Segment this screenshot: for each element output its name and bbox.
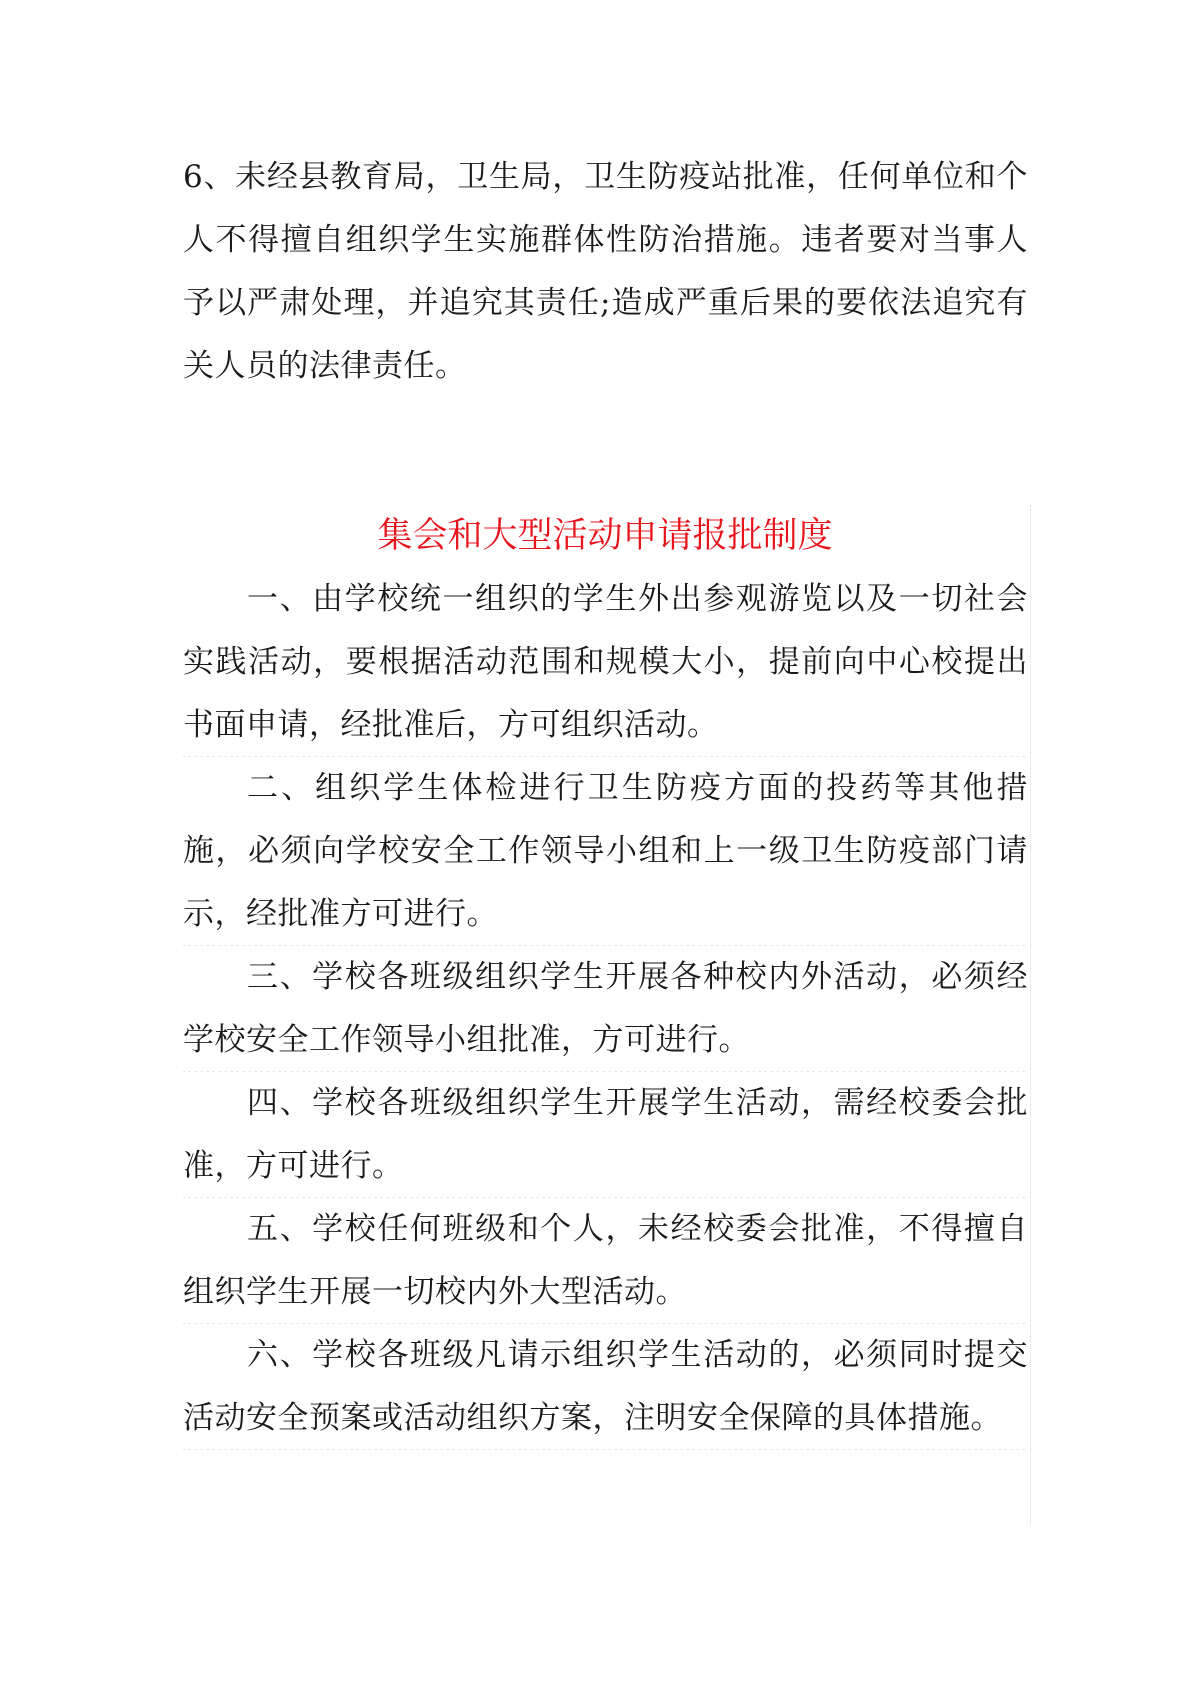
rule-item-3: 三、学校各班级组织学生开展各种校内外活动，必须经学校安全工作领导小组批准，方可进行。 [183, 946, 1028, 1072]
rule-item-1: 一、由学校统一组织的学生外出参观游览以及一切社会实践活动，要根据活动范围和规模大小，提前向中心校提出书面申请，经批准后，方可组织活动。 [183, 568, 1028, 757]
intro-paragraph: 6、未经县教育局，卫生局，卫生防疫站批准，任何单位和个人不得擅自组织学生实施群体性防治措施。违者要对当事人予以严肃处理，并追究其责任;造成严重后果的要依法追究有关人员的法律责任。 [183, 159, 1028, 384]
rule-item-5: 五、学校任何班级和个人，未经校委会批准，不得擅自组织学生开展一切校内外大型活动。 [183, 1198, 1028, 1324]
section-title: 集会和大型活动申请报批制度 [377, 516, 833, 556]
regulation-section [180, 505, 1031, 1525]
rule-item-2: 二、组织学生体检进行卫生防疫方面的投药等其他措施，必须向学校安全工作领导小组和上一级卫生防疫部门请示，经批准方可进行。 [183, 757, 1028, 946]
rules-list [183, 568, 1028, 1450]
rule-item-6: 六、学校各班级凡请示组织学生活动的，必须同时提交活动安全预案或活动组织方案，注明安全保障的具体措施。 [183, 1324, 1028, 1450]
rule-item-4: 四、学校各班级组织学生开展学生活动，需经校委会批准，方可进行。 [183, 1072, 1028, 1198]
